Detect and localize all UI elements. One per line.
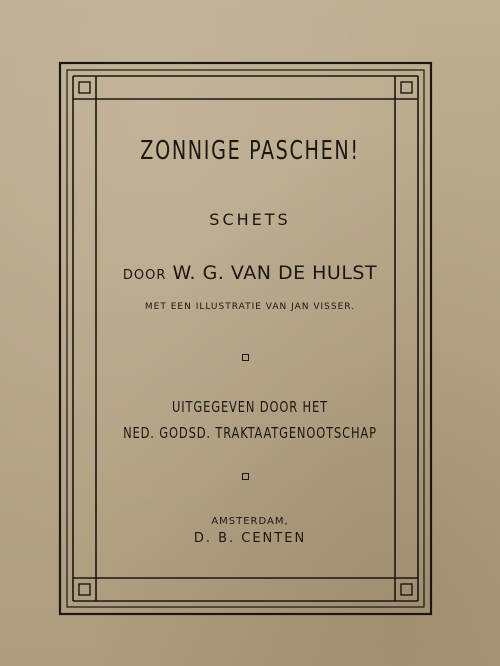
author-name: W. G. VAN DE HULST <box>172 262 378 284</box>
author-prefix: DOOR <box>122 268 167 283</box>
publisher-line-1: UITGEGEVEN DOOR HET <box>172 398 328 416</box>
book-title: ZONNIGE PASCHEN! <box>140 136 360 166</box>
illustration-note: MET EEN ILLUSTRATIE VAN JAN VISSER. <box>144 302 356 312</box>
book-subtitle: SCHETS <box>209 210 291 229</box>
author-line <box>100 262 400 284</box>
publisher-city: AMSTERDAM, <box>211 516 289 527</box>
publisher-line-2: NED. GODSD. TRAKTAATGENOOTSCHAP <box>123 424 377 442</box>
publisher-name: D. B. CENTEN <box>193 531 307 546</box>
square-ornament-top <box>242 354 249 361</box>
square-ornament-bottom <box>242 473 249 480</box>
